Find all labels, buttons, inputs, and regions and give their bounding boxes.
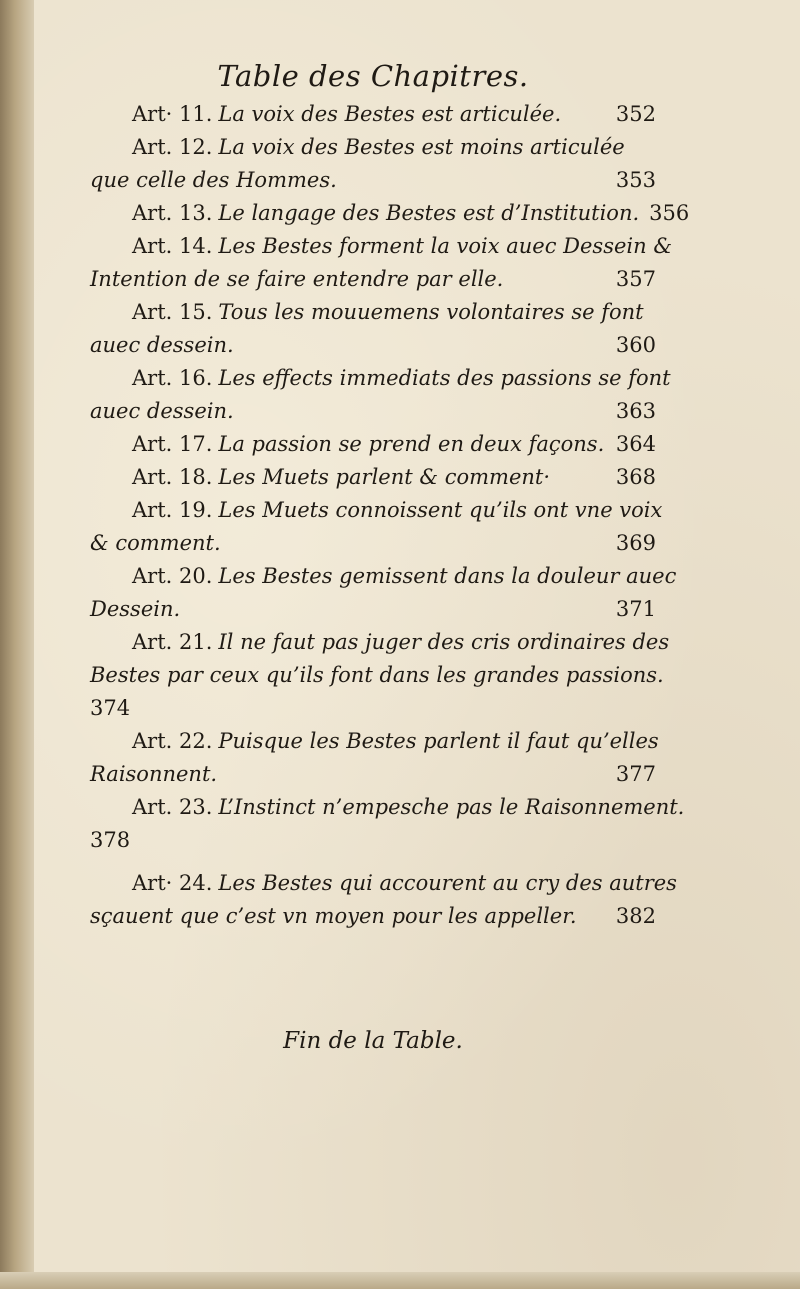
page-bottom-edge	[0, 1272, 800, 1289]
chapter-title-continued: auec dessein.	[90, 399, 234, 423]
chapter-entry	[90, 230, 673, 296]
page-number: 360	[615, 333, 656, 357]
article-number: Art. 22.	[132, 729, 213, 753]
chapter-title: L’Instinct n’empesche pas le Raisonnement.	[218, 795, 685, 819]
page-number: 368	[615, 465, 656, 489]
chapter-title: Les Muets connoissent qu’ils ont vne voix	[218, 498, 663, 522]
chapter-title: La passion se prend en deux façons.	[218, 432, 605, 456]
page-number: 371	[615, 597, 656, 621]
chapter-entry	[90, 296, 656, 362]
chapter-title: Les Bestes forment la voix auec Dessein &	[218, 234, 673, 258]
article-number: Art. 12.	[132, 135, 213, 159]
page-number: 356	[649, 201, 690, 225]
chapter-entry	[90, 791, 685, 857]
chapter-entry	[90, 428, 656, 461]
chapter-entry	[90, 725, 659, 791]
article-number: Art. 16.	[132, 366, 213, 390]
article-number: Art. 19.	[132, 498, 213, 522]
chapter-entry	[90, 197, 690, 230]
chapter-entry	[90, 98, 656, 131]
chapter-title: Les effects immediats des passions se font	[218, 366, 671, 390]
article-number: Art. 14.	[132, 234, 213, 258]
article-number: Art. 20.	[132, 564, 213, 588]
page-number: 369	[615, 531, 656, 555]
running-title: Table des Chapitres.	[217, 59, 529, 93]
page-number: 357	[615, 267, 656, 291]
chapter-entry	[90, 362, 671, 428]
article-number: Art. 23.	[132, 795, 213, 819]
chapter-title-continued: auec dessein.	[90, 333, 234, 357]
page-number: 364	[615, 432, 656, 456]
article-number: Art. 18.	[132, 465, 213, 489]
chapter-entry	[90, 494, 663, 560]
chapter-entry	[90, 461, 656, 494]
article-number: Art· 11.	[132, 102, 213, 126]
chapter-title: Puisque les Bestes parlent il faut qu’elles	[218, 729, 659, 753]
article-number: Art. 15.	[132, 300, 213, 324]
chapter-title-continued: Dessein.	[90, 597, 181, 621]
chapter-title: Tous les mouuemens volontaires se font	[218, 300, 644, 324]
chapter-title-continued: & comment.	[90, 531, 221, 555]
article-number: Art. 21.	[132, 630, 213, 654]
table-of-chapters	[90, 58, 690, 1054]
chapter-entry	[90, 560, 677, 626]
end-of-table: Fin de la Table.	[283, 1028, 463, 1054]
chapter-title-continued: sçauent que c’est vn moyen pour les appeller.	[90, 904, 577, 928]
page-number: 352	[615, 102, 656, 126]
chapter-title: Il ne faut pas juger des cris ordinaires des	[218, 630, 670, 654]
chapter-entry	[90, 131, 656, 197]
page-number: 382	[615, 904, 656, 928]
article-number: Art· 24.	[132, 871, 213, 895]
chapter-title: La voix des Bestes est moins articulée	[218, 135, 625, 159]
chapter-title-continued: que celle des Hommes.	[90, 168, 337, 192]
page-number: 374	[90, 696, 131, 720]
chapter-title: Les Bestes qui accourent au cry des autres	[218, 871, 677, 895]
chapter-entry	[90, 626, 670, 725]
page-number: 378	[90, 828, 131, 852]
chapter-title-continued: Bestes par ceux qu’ils font dans les grandes passions.	[90, 663, 664, 687]
article-number: Art. 13.	[132, 201, 213, 225]
chapter-entry	[90, 867, 677, 933]
book-gutter	[0, 0, 34, 1289]
chapter-title: La voix des Bestes est articulée.	[218, 102, 562, 126]
chapter-title-continued: Intention de se faire entendre par elle.	[90, 267, 504, 291]
chapter-title: Les Bestes gemissent dans la douleur auec	[218, 564, 677, 588]
page-number: 363	[615, 399, 656, 423]
article-number: Art. 17.	[132, 432, 213, 456]
chapter-title: Le langage des Bestes est d’Institution.	[218, 201, 640, 225]
chapter-title: Les Muets parlent & comment·	[218, 465, 551, 489]
chapter-title-continued: Raisonnent.	[90, 762, 218, 786]
page-number: 377	[615, 762, 656, 786]
page-number: 353	[615, 168, 656, 192]
